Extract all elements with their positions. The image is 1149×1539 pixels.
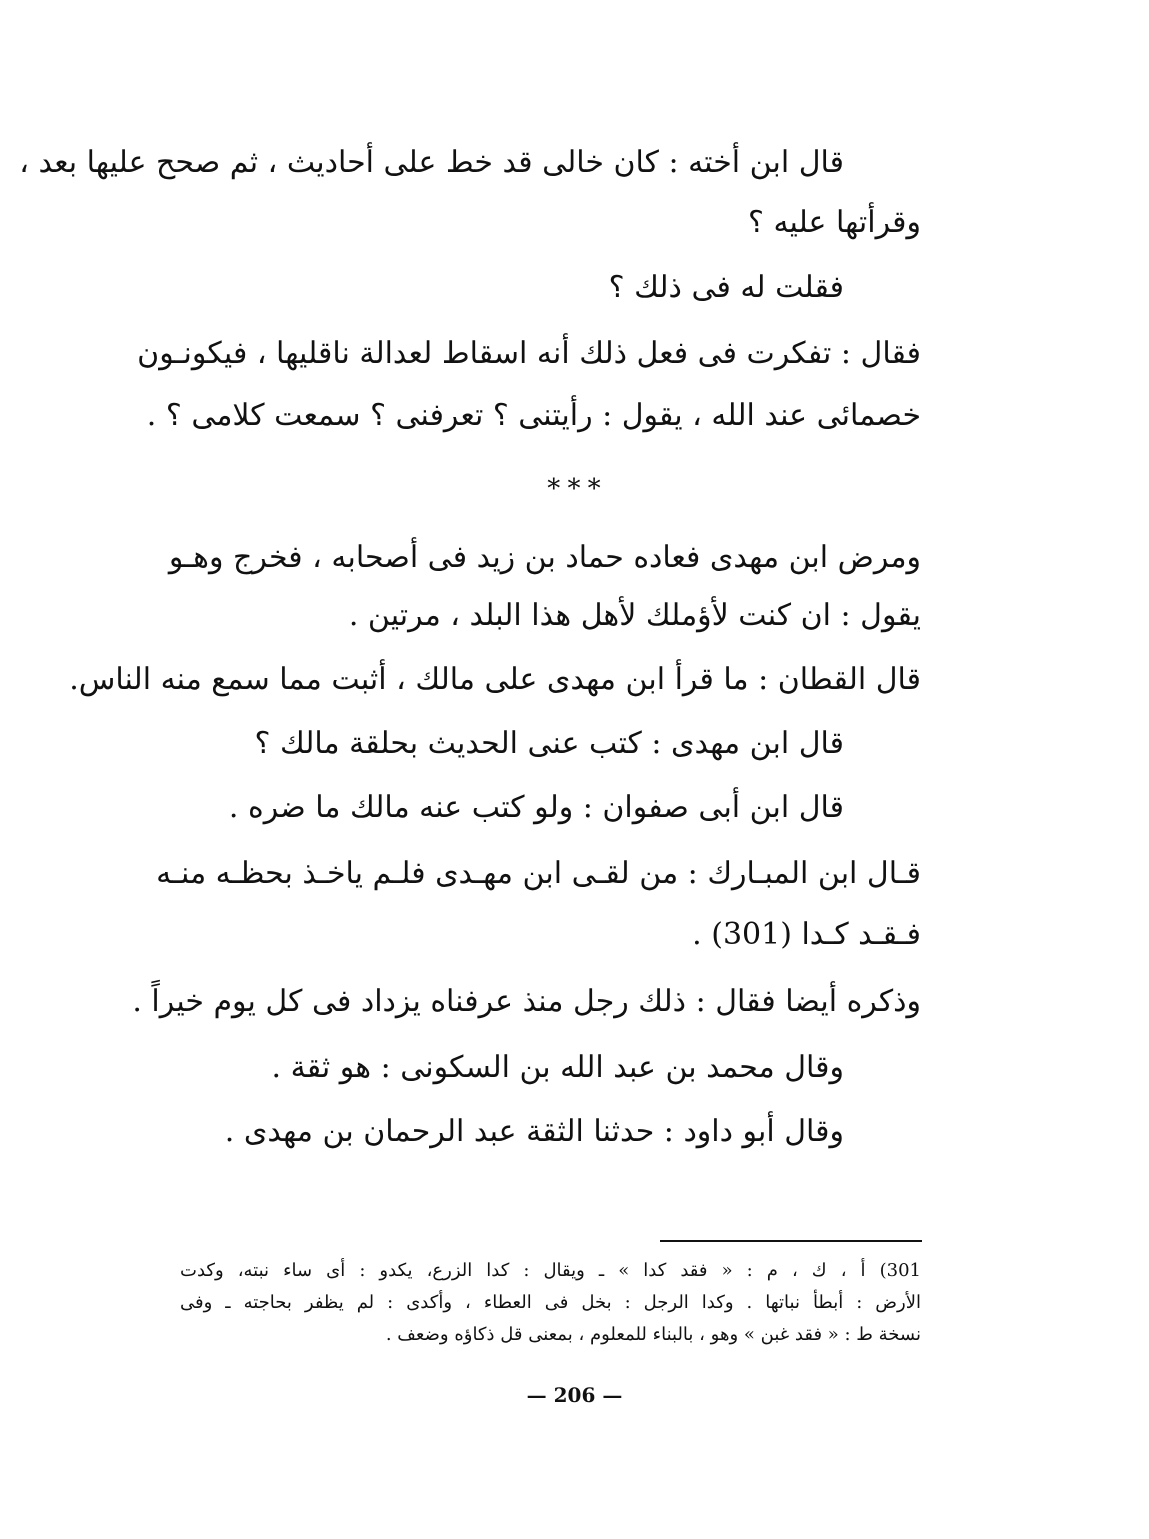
- text-line: وقرأتها عليه ؟: [748, 205, 921, 240]
- text-line: وقال محمد بن عبد الله بن السكونى : هو ثقة .: [271, 1050, 844, 1085]
- text-line: قال ابن أخته : كان خالى قد خط على أحاديث ، ثم صحح عليها بعد ،: [19, 145, 844, 180]
- text-line: فقال : تفكرت فى فعل ذلك أنه اسقاط لعدالة ناقليها ، فيكونـون: [137, 336, 921, 371]
- footnote-line: الأرض : أبطأ نباتها . وكدا الرجل : بخل فى العطاء ، وأكدى : لم يظفر بحاجته ـ وفى: [180, 1292, 921, 1313]
- section-separator: * * *: [547, 474, 602, 504]
- text-line: فقلت له فى ذلك ؟: [608, 270, 844, 305]
- page-number: — 206 —: [526, 1383, 623, 1407]
- text-line: فـقـد كـدا (301) .: [692, 917, 921, 952]
- text-line: قال ابن مهدى : كتب عنى الحديث بحلقة مالك ؟: [254, 726, 844, 761]
- text-line: قال ابن أبى صفوان : ولو كتب عنه مالك ما ضره .: [228, 790, 844, 825]
- text-line: خصمائى عند الله ، يقول : رأيتنى ؟ تعرفنى ؟ سمعت كلامى ؟ .: [146, 398, 921, 433]
- text-line: قـال ابن المبـارك : من لقـى ابن مهـدى فلـم ياخـذ بحظـه منـه: [156, 856, 921, 891]
- text-line: وقال أبو داود : حدثنا الثقة عبد الرحمان بن مهدى .: [224, 1114, 844, 1149]
- footnote-line: 301) أ ، ك ، م : « فقد كدا » ـ ويقال : كدا الزرع، يكدو : أى ساء نبته، وكدت: [180, 1260, 921, 1281]
- footnote-line: نسخة ط : « فقد غبن » وهو ، بالبناء للمعلوم ، بمعنى قل ذكاؤه وضعف .: [385, 1324, 921, 1345]
- text-line: ومرض ابن مهدى فعاده حماد بن زيد فى أصحابه ، فخرج وهـو: [168, 540, 921, 575]
- text-line: يقول : ان كنت لأؤملك لأهل هذا البلد ، مرتين .: [348, 598, 921, 633]
- text-line: وذكره أيضا فقال : ذلك رجل منذ عرفناه يزداد فى كل يوم خيراً .: [132, 984, 921, 1019]
- footnote-rule: [660, 1240, 922, 1242]
- text-line: قال القطان : ما قرأ ابن مهدى على مالك ، أثبت مما سمع منه الناس.: [69, 662, 921, 697]
